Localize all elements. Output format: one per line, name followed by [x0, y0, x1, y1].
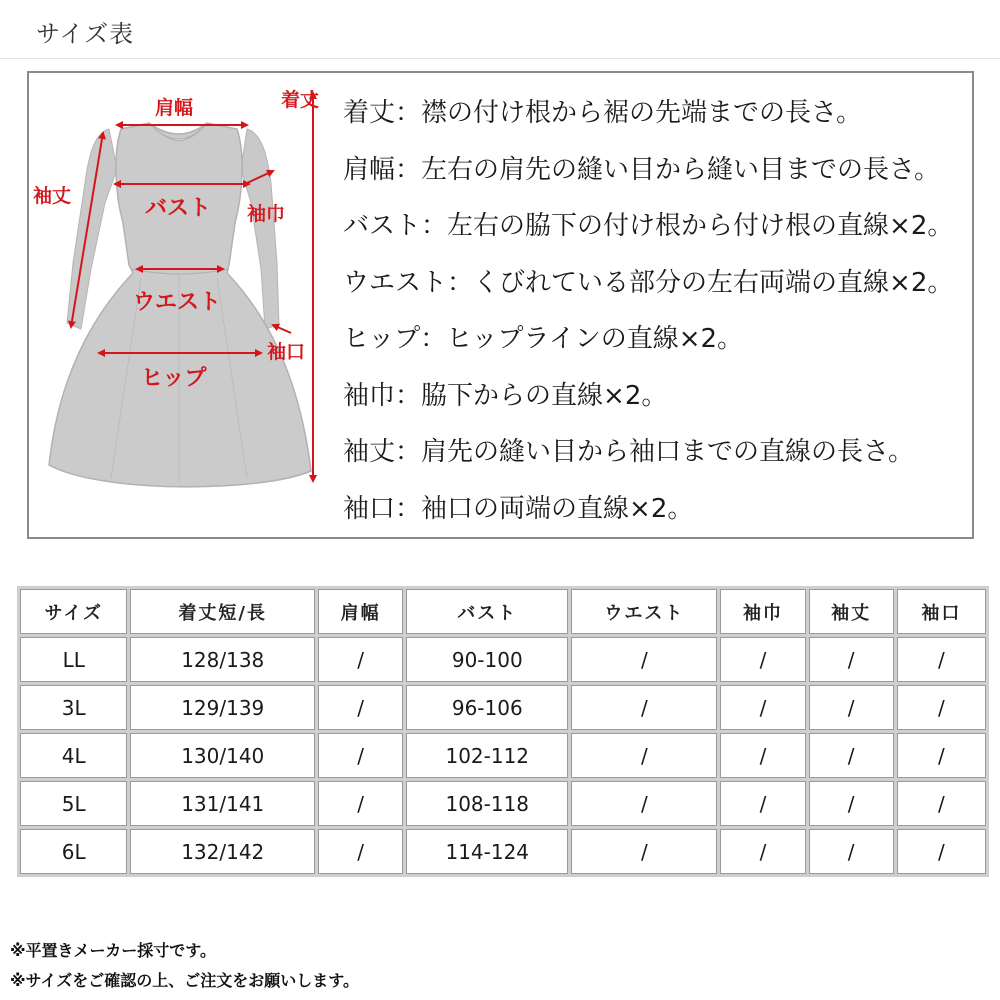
- definition-separator: ：: [395, 154, 422, 185]
- table-cell: /: [720, 829, 805, 874]
- page-title: サイズ表: [36, 20, 135, 48]
- definition-text: 左右の肩先の縫い目から縫い目までの長さ。: [421, 154, 940, 185]
- table-cell: /: [897, 781, 986, 826]
- table-cell: /: [571, 829, 717, 874]
- table-row: [20, 781, 986, 826]
- definition-item: [343, 368, 973, 425]
- table-cell: /: [571, 733, 717, 778]
- definition-separator: ：: [420, 324, 447, 354]
- label-bust: バスト: [145, 195, 212, 221]
- table-cell: /: [809, 781, 894, 826]
- label-waist: ウエスト: [133, 289, 222, 315]
- definition-item: [343, 311, 973, 368]
- table-cell: /: [318, 781, 403, 826]
- table-cell: /: [897, 733, 986, 778]
- definition-separator: ：: [447, 267, 474, 298]
- table-cell: /: [318, 637, 403, 682]
- table-cell: 102-112: [406, 733, 568, 778]
- table-row: [20, 733, 986, 778]
- table-cell: 3L: [20, 685, 127, 730]
- definition-term: ウエスト: [343, 267, 448, 298]
- label-katahaba: 肩幅: [155, 97, 194, 119]
- definition-separator: ：: [395, 380, 422, 411]
- table-cell: 131/141: [130, 781, 315, 826]
- table-cell: /: [897, 829, 986, 874]
- definition-term: 袖巾: [343, 380, 396, 411]
- column-header-sodeguchi: 袖口: [897, 589, 986, 634]
- dress-figure: [29, 73, 369, 537]
- column-header-sodetake: 袖丈: [809, 589, 894, 634]
- size-table: [17, 586, 989, 877]
- definition-item: [343, 424, 973, 481]
- table-cell: 108-118: [406, 781, 568, 826]
- definition-separator: ：: [421, 211, 448, 241]
- table-cell: /: [571, 637, 717, 682]
- definition-separator: ：: [395, 437, 422, 467]
- table-cell: 130/140: [130, 733, 315, 778]
- table-cell: /: [897, 637, 986, 682]
- definition-separator: ：: [395, 493, 422, 524]
- label-sodehaba: 袖巾: [247, 203, 286, 225]
- definition-text: くびれている部分の左右両端の直線×2。: [473, 267, 954, 298]
- table-cell: 114-124: [406, 829, 568, 874]
- sodeguchi-arrow-icon: [273, 325, 291, 333]
- definition-text: 左右の脇下の付け根から付け根の直線×2。: [447, 211, 954, 241]
- notes: [10, 936, 359, 996]
- column-header-kitake: 着丈短/長: [130, 589, 315, 634]
- label-hip: ヒップ: [141, 365, 207, 391]
- table-cell: 4L: [20, 733, 127, 778]
- table-cell: /: [897, 685, 986, 730]
- definition-item: [343, 85, 973, 142]
- table-cell: /: [809, 637, 894, 682]
- table-cell: /: [809, 733, 894, 778]
- definition-term: 肩幅: [343, 154, 396, 185]
- label-sodeguchi: 袖口: [267, 341, 306, 363]
- label-sodetake: 袖丈: [33, 185, 72, 207]
- table-row: [20, 685, 986, 730]
- column-header-size: サイズ: [20, 589, 127, 634]
- table-cell: /: [720, 637, 805, 682]
- table-cell: 128/138: [130, 637, 315, 682]
- table-cell: LL: [20, 637, 127, 682]
- table-cell: 96-106: [406, 685, 568, 730]
- definition-item: [343, 255, 973, 312]
- table-cell: 6L: [20, 829, 127, 874]
- column-header-waist: ウエスト: [571, 589, 717, 634]
- table-cell: /: [809, 685, 894, 730]
- definition-list: [343, 85, 973, 537]
- definition-text: 袖口の両端の直線×2。: [421, 493, 694, 524]
- table-cell: 132/142: [130, 829, 315, 874]
- definition-text: 襟の付け根から裾の先端までの長さ。: [421, 98, 862, 128]
- note-item: ※サイズをご確認の上、ご注文をお願いします。: [10, 971, 359, 990]
- table-cell: /: [720, 685, 805, 730]
- measurement-guide-panel: [27, 71, 974, 539]
- table-header-row: [20, 589, 986, 634]
- table-cell: 5L: [20, 781, 127, 826]
- table-row: [20, 637, 986, 682]
- definition-item: [343, 481, 973, 538]
- table-cell: 90-100: [406, 637, 568, 682]
- table-cell: 129/139: [130, 685, 315, 730]
- table-cell: /: [571, 685, 717, 730]
- table-row: [20, 829, 986, 874]
- note-item: ※平置きメーカー採寸です。: [10, 941, 216, 960]
- definition-item: [343, 198, 973, 255]
- definition-text: ヒップラインの直線×2。: [446, 324, 744, 354]
- definition-term: 袖口: [343, 493, 396, 524]
- table-cell: /: [720, 781, 805, 826]
- top-divider: [0, 58, 1000, 59]
- label-kitake: 着丈: [281, 89, 320, 111]
- table-cell: /: [318, 829, 403, 874]
- table-cell: /: [809, 829, 894, 874]
- definition-item: [343, 142, 973, 199]
- definition-text: 肩先の縫い目から袖口までの直線の長さ。: [421, 437, 914, 467]
- column-header-katahaba: 肩幅: [318, 589, 403, 634]
- definition-term: 袖丈: [343, 437, 396, 467]
- definition-term: ヒップ: [343, 324, 421, 354]
- table-cell: /: [571, 781, 717, 826]
- definition-separator: ：: [395, 98, 422, 128]
- table-cell: /: [318, 685, 403, 730]
- definition-term: 着丈: [343, 98, 396, 128]
- column-header-sodehaba: 袖巾: [720, 589, 805, 634]
- table-cell: /: [720, 733, 805, 778]
- column-header-bust: バスト: [406, 589, 568, 634]
- definition-term: バスト: [343, 211, 422, 241]
- definition-text: 脇下からの直線×2。: [421, 380, 668, 411]
- table-cell: /: [318, 733, 403, 778]
